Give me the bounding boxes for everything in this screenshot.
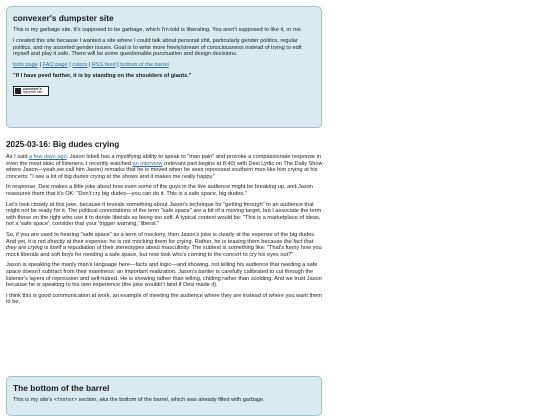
post-paragraph-2: In response, Desi makes a little joke about how even some of the guys in the live audience might be breaking up, and Jason reassures them that it's OK: "Don't cry big dudes—you can do it. This is a safe space, big dudes."	[6, 184, 313, 197]
post-title: 2025-03-16: Big dudes crying	[6, 140, 120, 149]
dumpster-icon	[15, 88, 21, 94]
badge-text	[23, 88, 49, 95]
nav-separator: |	[39, 62, 41, 69]
nav-link-colors[interactable]: colors	[72, 62, 88, 69]
emphasis: directly	[47, 238, 66, 245]
link-interview[interactable]: an interview	[132, 160, 163, 167]
blog-post	[6, 140, 324, 310]
nav-link-rss[interactable]: RSS feed	[91, 62, 116, 69]
text: As I said	[6, 154, 30, 160]
text: , Jason Isbell has a mystifying ability to speak to "man pain" and provoke a compassionate response in even the most stoic of listeners. I recently watched	[6, 154, 321, 167]
nav-link-faq[interactable]: FAQ page	[42, 62, 68, 69]
badge-title: convexer's	[23, 86, 42, 91]
site-intro: This is my garbage site. It's supposed to be garbage, which I'm told is liberating. You aren't supposed to like it, or me.	[13, 27, 303, 33]
footer-text	[13, 397, 315, 405]
post-paragraph-1	[6, 154, 324, 180]
post-paragraph-3: Let's look closely at this joke, because it reveals something about Jason's technique for "getting through" to an audience that might not be ready for it. The political connotations of the term "safe space" are a bit of a moving target, but I associate the term with those on the right who use it to deride liberals as being too soft. A typical context would be: "This is a marketplace of ideas, not a 'safe space'; consider that your 'trigger warning,' liberal."	[6, 201, 322, 228]
text: at their expense: he is not mocking them for crying. Rather, he is teasing them because	[65, 238, 284, 245]
link-few-days-ago[interactable]: a few days ago	[29, 154, 67, 160]
nav-link-bottom[interactable]: bottom of the barrel	[120, 62, 169, 69]
nav-link-todo[interactable]: todo page	[13, 62, 38, 69]
site-badge[interactable]	[13, 86, 49, 96]
text: is itself a repudiation of their stereotypes about masculinity. The subtext is something like: "That's funny how you mock liberals and soft boys for needing a safe space, but now look who's coming to the concert to cry his eyes out?"	[6, 245, 322, 258]
text: This is my site's	[13, 397, 54, 403]
site-quote: "If I have peed farther, it is by standing on the shoulders of giants."	[13, 72, 192, 79]
post-paragraph-6: I think this is good communication at work, an example of meeting the audience where they are instead of where you want them to be.	[6, 292, 322, 306]
site-title: convexer's dumpster site	[13, 13, 114, 23]
nav-separator: |	[69, 62, 71, 69]
site-header	[6, 6, 322, 128]
emphasis: the fact that they are crying	[6, 238, 314, 252]
site-footer	[6, 376, 322, 416]
nav-separator: |	[117, 62, 119, 69]
site-about: I created this site because I wanted a site where I could talk about personal shit, particularly gender politics, regular politics, and my assorted gender issues. Goal is to write more freely/stream of consciousness instead of trying to edit myself and play it safe. There will be some questionable punctuation and design decisions.	[13, 37, 302, 58]
text: (relevant part begins at 8:40) with Desi Lydic on The Daily Show where Jason—yeah,we call him Jason) remarks that he is moved when he sees repressed southern men like him crying at his concerts: "I see a lot of big dudes crying at the shows and it makes me really happy."	[6, 160, 323, 180]
text: So, if you are used to hearing "safe space" as a term of mockery, then Jason's joke is clearly at the expense of the big dudes. And yet, it is not	[6, 231, 316, 245]
site-nav	[13, 62, 315, 69]
post-paragraph-4	[6, 232, 324, 258]
post-paragraph-5: Jason is speaking the manly man's language here—facts and logic—and showing, not telling his audience that needing a safe space doesn't subtract from their manliness: an important realization. Jason's banter is carefully calibrated to cut through the listener's layers of repression and self-hatred. He is showing rather than telling, chiding rather than scolding. And we trust Jason because he is speaking to his own experience (the joke wouldn't land if Desi made it).	[6, 262, 322, 289]
badge-subtitle: dumpster site	[23, 90, 43, 95]
text: section, aka the bottom of the barrel, which was already filled with garbage.	[76, 397, 265, 403]
code-footer-tag: <footer>	[53, 398, 77, 403]
footer-title: The bottom of the barrel	[13, 383, 110, 393]
nav-separator: |	[88, 62, 91, 69]
